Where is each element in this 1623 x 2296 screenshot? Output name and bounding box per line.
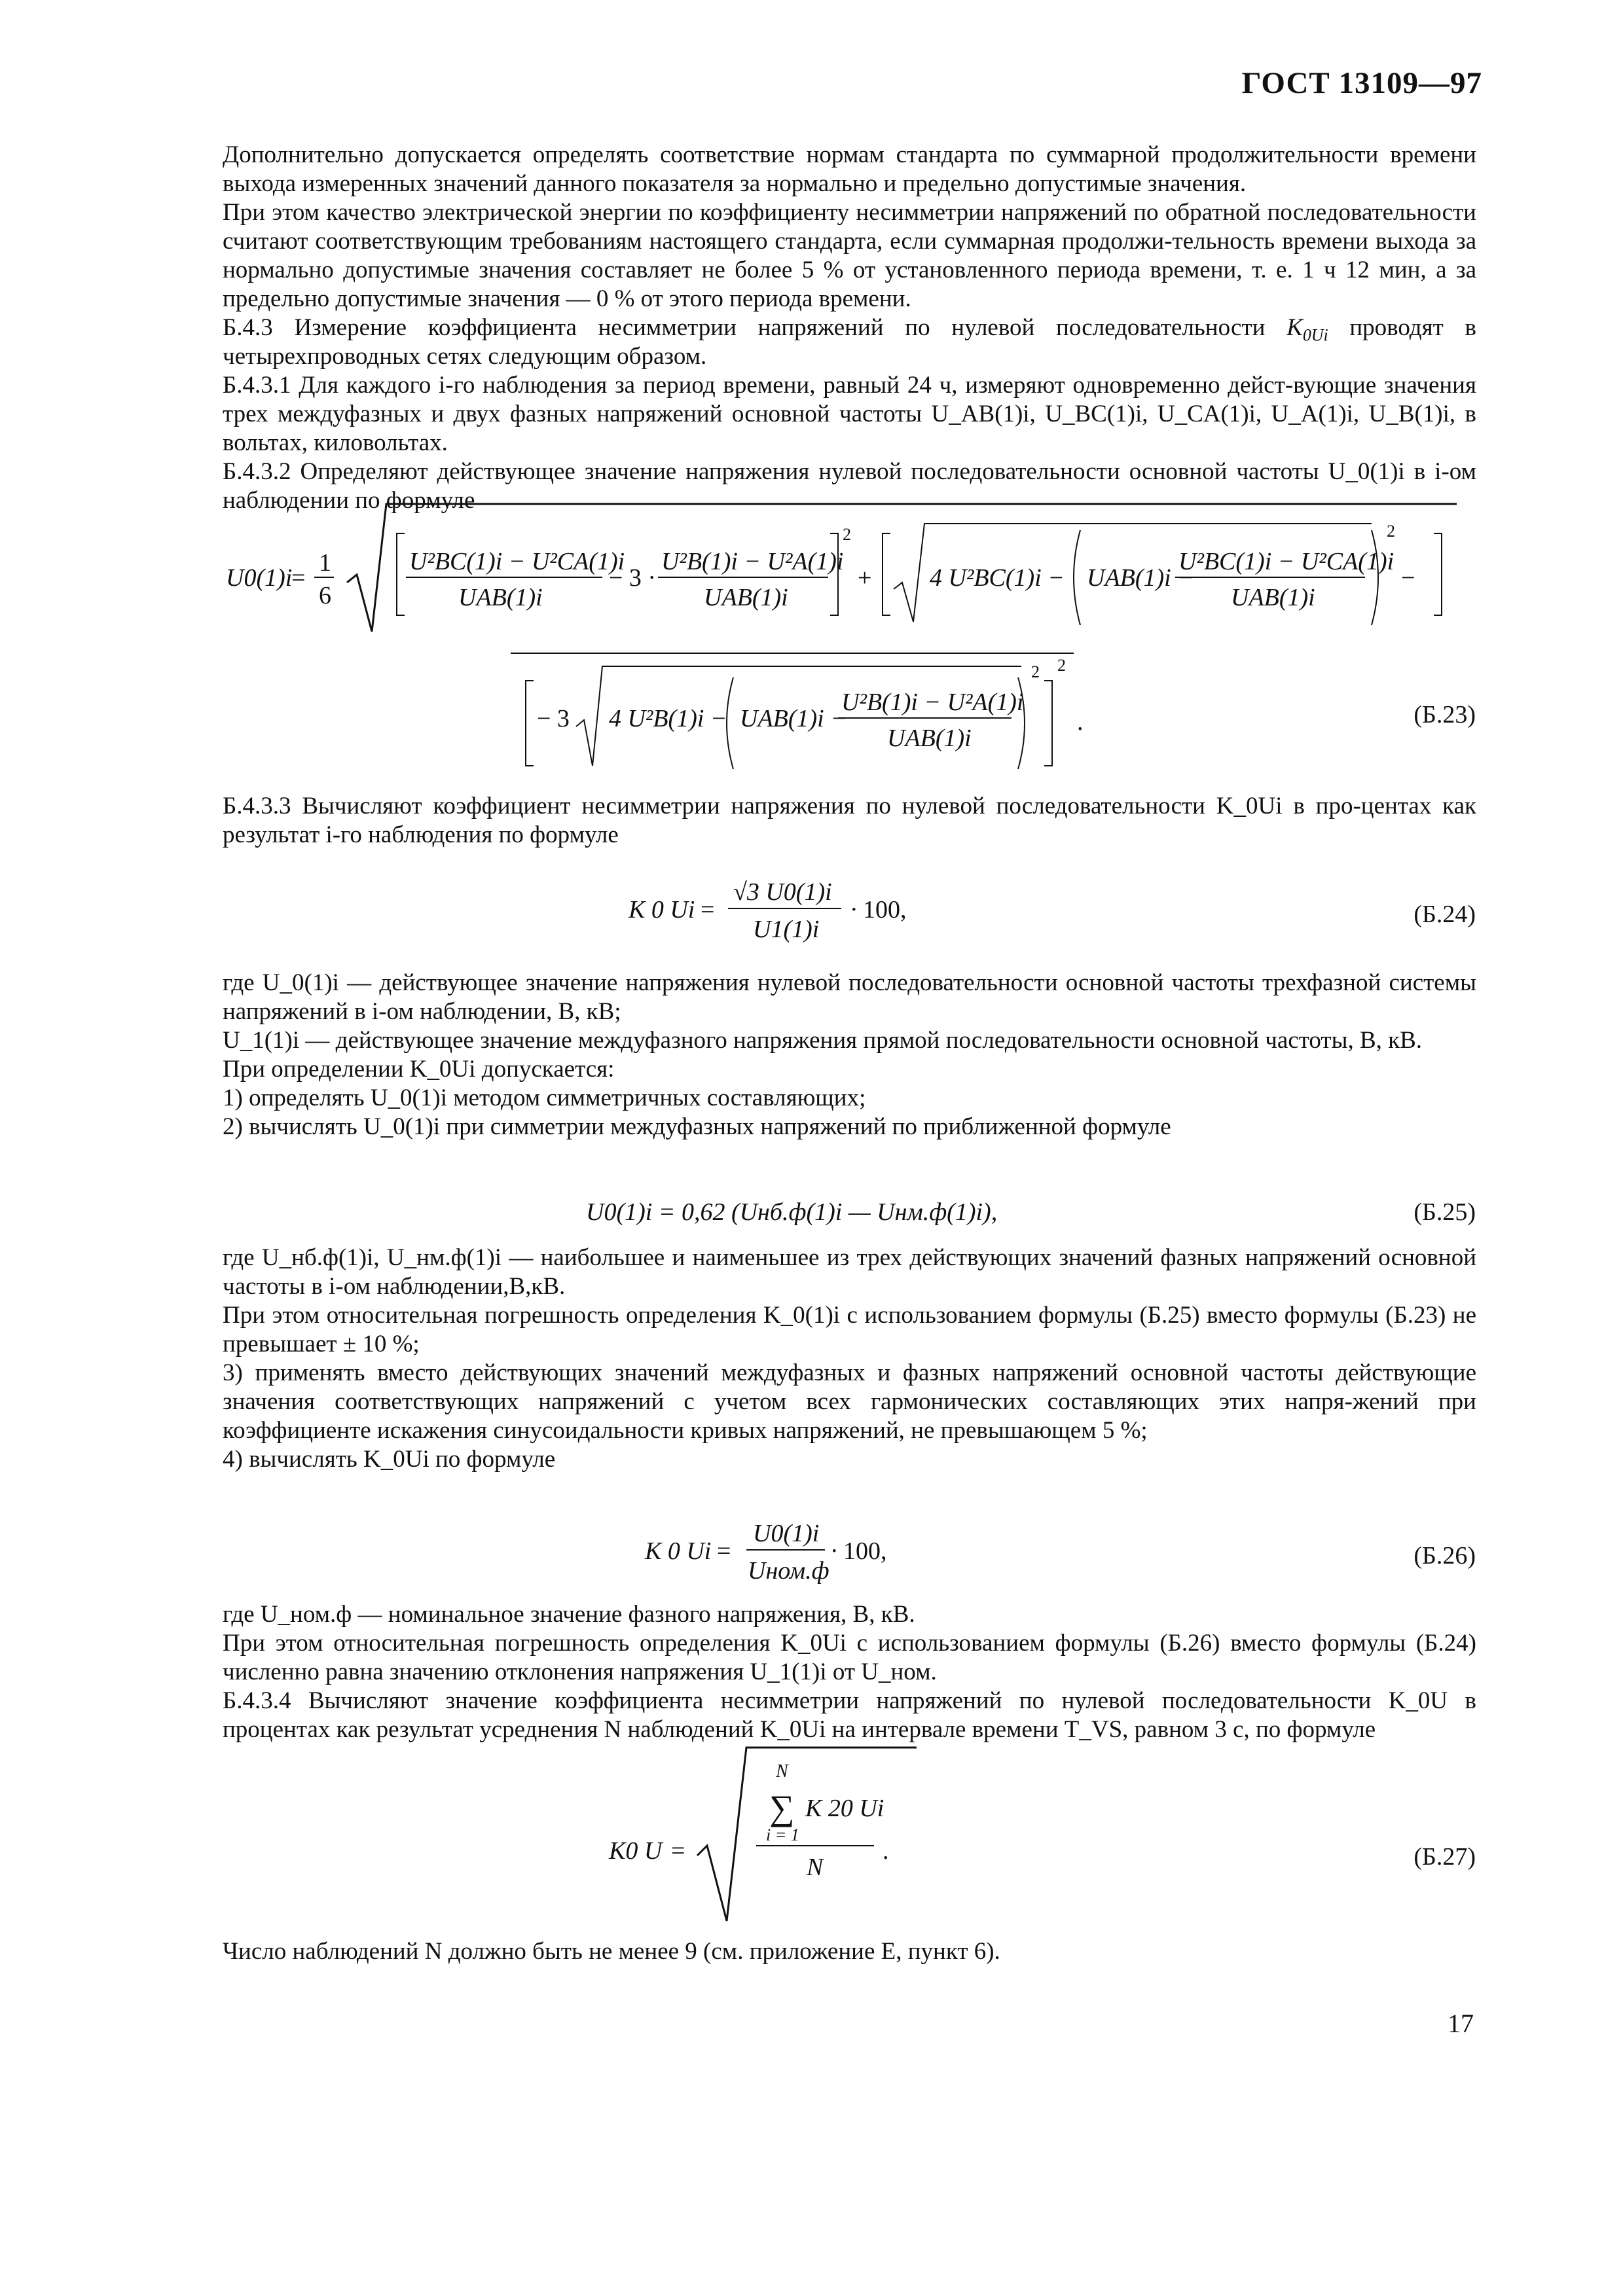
paragraph-b432: Б.4.3.2 Определяют действующее значение напряжения нулевой последовательности основной частоты U_0(1)i в i-ом наблюдении по формуле xyxy=(223,458,1476,514)
formula-b23-graphic xyxy=(0,497,1623,792)
svg-text:N: N xyxy=(807,1854,824,1881)
svg-text:·: · xyxy=(830,1537,839,1565)
svg-text:Uном.ф: Uном.ф xyxy=(748,1557,830,1585)
paragraph-b433: Б.4.3.3 Вычисляют коэффициент несимметрии напряжения по нулевой последовательности K_0Ui в про-центах как результат i-го наблюдения по формуле xyxy=(223,793,1476,848)
svg-text:U0(1)i: U0(1)i xyxy=(753,1520,820,1547)
text-block-b25-notes xyxy=(223,1244,1476,1474)
allowed-intro: При определении K_0Ui допускается: xyxy=(223,1056,615,1083)
svg-text:− 3: − 3 xyxy=(537,705,570,732)
paragraph-observations: Число наблюдений N должно быть не менее 9 (см. приложение Е, пункт 6). xyxy=(223,1938,1000,1965)
svg-text:∑: ∑ xyxy=(769,1788,795,1827)
b23-coef-num: 1 xyxy=(319,549,331,577)
eq-number-b26: (Б.26) xyxy=(1413,1542,1476,1570)
svg-text:√3 U0(1)i: √3 U0(1)i xyxy=(733,878,832,906)
svg-text:UAB(1)i −: UAB(1)i − xyxy=(1087,564,1194,592)
svg-text:UAB(1)i: UAB(1)i xyxy=(458,584,543,611)
eq-number-b24: (Б.24) xyxy=(1413,901,1476,928)
svg-text:U²BC(1)i − U²CA(1)i: U²BC(1)i − U²CA(1)i xyxy=(409,548,625,575)
text-block-top xyxy=(223,141,1476,515)
svg-text:+: + xyxy=(858,564,872,592)
svg-text:2: 2 xyxy=(1031,662,1040,681)
svg-text:=: = xyxy=(717,1537,731,1565)
svg-text:U²B(1)i − U²A(1)i: U²B(1)i − U²A(1)i xyxy=(841,689,1024,716)
formula-b24 xyxy=(0,864,1623,956)
b26-factor: 100, xyxy=(843,1537,887,1565)
eq-number-b27: (Б.27) xyxy=(1413,1843,1476,1871)
svg-text:− 3 ·: − 3 · xyxy=(609,564,657,592)
b23-coef-den: 6 xyxy=(319,582,331,609)
paragraph-quality: При этом качество электрической энергии по коэффициенту несимметрии напряжений по обратной последовательности считают соответствующим требованиям настоящего стандарта, если суммарная продолжи-тельность времени выхода за нормально допустимые значения составляет не более 5 % от установленного периода времени, т. е. 1 ч 12 мин, а за предельно допустимые значения — 0 % от этого периода времени. xyxy=(223,199,1476,312)
svg-text:4 U²BC(1)i −: 4 U²BC(1)i − xyxy=(930,564,1065,592)
svg-text:.: . xyxy=(1077,708,1084,736)
svg-text:UAB(1)i −: UAB(1)i − xyxy=(740,705,847,732)
formula-b23 xyxy=(0,497,1623,792)
svg-text:U²BC(1)i − U²CA(1)i: U²BC(1)i − U²CA(1)i xyxy=(1178,548,1395,575)
svg-text:UAB(1)i: UAB(1)i xyxy=(704,584,788,611)
error-b25: При этом относительная погрешность определения K_0(1)i с использованием формулы (Б.25) вместо формулы (Б.23) не превышает ± 10 %; xyxy=(223,1302,1476,1357)
svg-text:2: 2 xyxy=(843,525,851,544)
svg-text:.: . xyxy=(883,1837,889,1865)
where-b26: где U_ном.ф — номинальное значение фазного напряжения, В, кВ. xyxy=(223,1601,915,1628)
paragraph-b43: Б.4.3 Измерение коэффициента несимметрии напряжений по нулевой последовательности $K_{0Ui}$ проводят в четырехпроводных сетях следующим образом. xyxy=(223,314,1476,370)
text-block-last xyxy=(223,1937,1476,1966)
b23-equals: = xyxy=(291,564,306,592)
b23-lhs: U0(1)i xyxy=(226,564,293,592)
eq-number-b25: (Б.25) xyxy=(1413,1198,1476,1226)
svg-text:N: N xyxy=(776,1761,788,1782)
svg-text:UAB(1)i: UAB(1)i xyxy=(1231,584,1315,611)
b24-factor: 100, xyxy=(863,896,907,924)
svg-text:=: = xyxy=(671,1837,685,1865)
paragraph-b434: Б.4.3.4 Вычисляют значение коэффициента несимметрии напряжений по нулевой последовательности K_0U в процентах как результат усреднения N наблюдений K_0Ui на интервале времени T_VS, равном 3 с, по формуле xyxy=(223,1687,1476,1743)
allowed-item-2: 2) вычислять U_0(1)i при симметрии междуфазных напряжений по приближенной формуле xyxy=(223,1113,1171,1140)
eq-number-b23: (Б.23) xyxy=(1413,701,1476,728)
error-b26: При этом относительная погрешность определения K_0Ui с использованием формулы (Б.26) вместо формулы (Б.24) численно равна значению отклонения напряжения U_1(1)i от U_ном. xyxy=(223,1630,1476,1685)
allowed-item-3: 3) применять вместо действующих значений междуфазных и фазных напряжений основной частоты действующие значения соответствующих напряжений с учетом всех гармонических составляющих этих напря-жений при коэффициенте искажения синусоидальности кривых напряжений, не превышающем 5 %; xyxy=(223,1359,1476,1444)
text-block-b26-notes xyxy=(223,1600,1476,1744)
svg-text:UAB(1)i: UAB(1)i xyxy=(887,725,972,752)
svg-text:=: = xyxy=(701,896,715,924)
text-block-b433 xyxy=(223,792,1476,850)
svg-text:U²B(1)i − U²A(1)i: U²B(1)i − U²A(1)i xyxy=(661,548,844,575)
svg-text:−: − xyxy=(1401,564,1415,592)
svg-text:2: 2 xyxy=(1387,522,1395,541)
where-u0: где U_0(1)i — действующее значение напряжения нулевой последовательности основной частоты трехфазной системы напряжений в i-ом наблюдении, В, кВ; xyxy=(223,969,1476,1025)
page-number: 17 xyxy=(1448,2009,1474,2038)
where-u1: U_1(1)i — действующее значение междуфазного напряжения прямой последовательности основной частоты, В, кВ. xyxy=(223,1027,1423,1054)
allowed-item-4: 4) вычислять K_0Ui по формуле xyxy=(223,1446,556,1473)
text-block-middle xyxy=(223,969,1476,1141)
where-b25: где U_нб.ф(1)i, U_нм.ф(1)i — наибольшее и наименьшее из трех действующих значений фазных напряжений основной частоты в i-ом наблюдении,В,кВ. xyxy=(223,1244,1476,1300)
svg-text:K 20 Ui: K 20 Ui xyxy=(805,1795,884,1822)
formula-b26 xyxy=(0,1505,1623,1597)
standard-header: ГОСТ 13109—97 xyxy=(1241,66,1482,100)
svg-text:·: · xyxy=(850,896,858,924)
formula-b25 xyxy=(0,1191,1623,1237)
paragraph-b431: Б.4.3.1 Для каждого i-го наблюдения за период времени, равный 24 ч, измеряют одновременно дейст-вующие значения трех междуфазных и двух фазных напряжений основной частоты U_AB(1)i, U_BC(1)i, U_CA(1)i, U_A(1)i, U_B(1)i, в вольтах, киловольтах. xyxy=(223,372,1476,456)
b25-expression: U0(1)i = 0,62 (Uнб.ф(1)i — Uнм.ф(1)i), xyxy=(586,1198,998,1226)
svg-text:U1(1)i: U1(1)i xyxy=(753,916,820,943)
svg-text:K 0 Ui: K 0 Ui xyxy=(629,896,695,924)
svg-text:2: 2 xyxy=(1057,656,1066,675)
allowed-item-1: 1) определять U_0(1)i методом симметричных составляющих; xyxy=(223,1085,866,1111)
svg-text:i = 1: i = 1 xyxy=(766,1825,799,1844)
svg-text:K0 U: K0 U xyxy=(609,1837,663,1865)
svg-text:4 U²B(1)i −: 4 U²B(1)i − xyxy=(609,705,727,732)
formula-b27 xyxy=(0,1741,1623,1931)
svg-text:K 0 Ui: K 0 Ui xyxy=(645,1537,712,1565)
paragraph-additional: Дополнительно допускается определять соответствие нормам стандарта по суммарной продолжительности времени выхода измеренных значений данного показателя за нормально и предельно допустимые значения. xyxy=(223,141,1476,197)
